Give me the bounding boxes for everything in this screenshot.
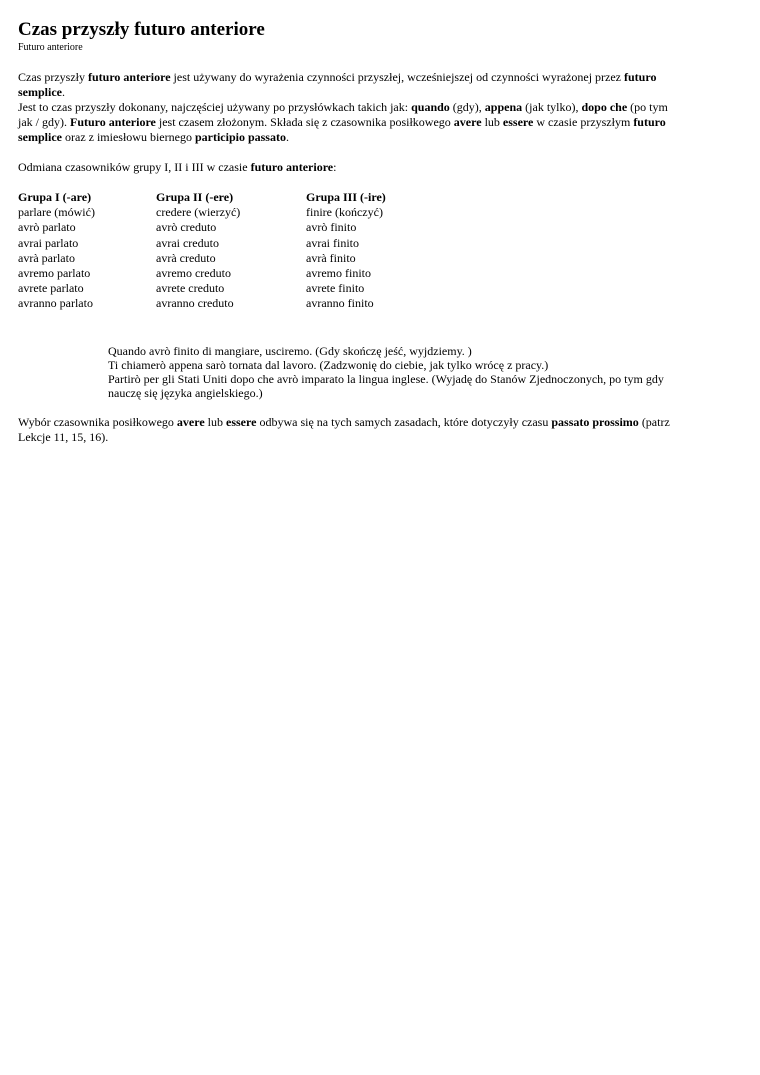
column-header: Grupa II (-ere) <box>156 190 234 204</box>
conjugation-table <box>18 190 426 312</box>
term-avere: avere <box>453 115 482 129</box>
table-cell: avremo creduto <box>156 266 231 281</box>
table-cell: finire (kończyć) <box>306 205 383 220</box>
term-futuro-semplice: futuro semplice <box>18 115 666 144</box>
column-header: Grupa III (-ire) <box>306 190 386 204</box>
closing-paragraph <box>18 415 678 445</box>
table-cell: credere (wierzyć) <box>156 205 241 220</box>
closing-text: Wybór czasownika posiłkowego <box>18 414 177 429</box>
table-row <box>18 251 426 266</box>
term-futuro-anteriore: futuro anteriore <box>250 160 334 174</box>
term-futuro-anteriore: futuro anteriore <box>87 70 171 84</box>
table-cell: avranno parlato <box>18 296 93 311</box>
closing-text: lub <box>204 414 227 429</box>
table-cell: avremo parlato <box>18 266 91 281</box>
term-futuro-semplice: futuro semplice <box>18 70 657 99</box>
intro-paragraph <box>18 70 678 145</box>
page-title: Czas przyszły futuro anteriore <box>18 19 265 40</box>
conjugation-intro-text: : <box>333 160 337 174</box>
closing-text: odbywa się na tych samych zasadach, które dotyczyły czasu <box>256 414 552 429</box>
intro-text: oraz z imiesłowu biernego <box>62 130 195 144</box>
example-sentence: Quando avrò finito di mangiare, usciremo. (Gdy skończę jeść, wyjdziemy. ) <box>108 343 472 358</box>
intro-text: jest używany do wyrażenia czynności przyszłej, wcześniejszej od czynności wyrażonej przez <box>170 70 625 84</box>
document-page <box>18 18 678 445</box>
intro-text: Czas przyszły <box>18 70 88 84</box>
term-passato-prossimo: passato prossimo <box>551 414 639 429</box>
example-sentence: Ti chiamerò appena sarò tornata dal lavoro. (Zadzwonię do ciebie, jak tylko wrócę z pracy.) <box>108 357 549 372</box>
table-header-row <box>18 190 426 205</box>
intro-text: jest czasem złożonym. Składa się z czasownika posiłkowego <box>155 115 454 129</box>
table-cell: avrò creduto <box>156 220 217 235</box>
table-cell: avrà finito <box>306 250 356 265</box>
intro-text: lub <box>481 115 503 129</box>
example-sentences <box>108 344 668 400</box>
table-cell: avrai finito <box>306 235 359 250</box>
table-cell: avrete finito <box>306 281 365 296</box>
term-essere: essere <box>502 115 534 129</box>
term-appena: appena <box>484 100 523 114</box>
table-cell: avranno creduto <box>156 296 234 311</box>
table-row <box>18 236 426 251</box>
term-avere: avere <box>176 414 205 429</box>
intro-text: (jak tylko), <box>522 100 582 114</box>
closing-text: (patrz Lekcje 11, 15, 16). <box>18 414 670 444</box>
intro-text: (po tym jak / gdy). <box>18 100 668 129</box>
table-cell: avremo finito <box>306 266 371 281</box>
table-cell: avrai creduto <box>156 235 219 250</box>
conjugation-intro-text: Odmiana czasowników grupy I, II i III w czasie <box>18 160 251 174</box>
intro-text: . <box>62 85 65 99</box>
table-cell: avrò parlato <box>18 220 76 235</box>
table-cell: avrà creduto <box>156 250 216 265</box>
table-cell: avrà parlato <box>18 250 75 265</box>
term-futuro-anteriore: Futuro anteriore <box>70 115 156 129</box>
table-cell: avrete parlato <box>18 281 84 296</box>
table-row <box>18 266 426 281</box>
table-cell: avrai parlato <box>18 235 79 250</box>
term-quando: quando <box>411 100 450 114</box>
table-row <box>18 296 426 311</box>
term-essere: essere <box>226 414 257 429</box>
example-sentence: Partirò per gli Stati Uniti dopo che avrò imparato la lingua inglese. (Wyjadę do Stanów Zjednoczonych, po tym gdy nauczę się języka angielskiego.) <box>108 371 664 400</box>
table-row <box>18 281 426 296</box>
intro-text: (gdy), <box>449 100 485 114</box>
intro-text: w czasie przyszłym <box>533 115 634 129</box>
intro-text: . <box>285 130 289 144</box>
table-row <box>18 220 426 235</box>
page-subtitle: Futuro anteriore <box>18 42 83 53</box>
table-row <box>18 205 426 220</box>
table-cell: avrò finito <box>306 220 357 235</box>
table-cell: parlare (mówić) <box>18 205 95 220</box>
conjugation-intro <box>18 160 678 175</box>
table-cell: avrete creduto <box>156 281 225 296</box>
term-dopo-che: dopo che <box>581 100 628 114</box>
intro-text: Jest to czas przyszły dokonany, najczęściej używany po przysłówkach takich jak: <box>18 100 412 114</box>
column-header: Grupa I (-are) <box>18 190 92 204</box>
term-participio-passato: participio passato <box>194 130 286 144</box>
table-cell: avranno finito <box>306 296 374 311</box>
